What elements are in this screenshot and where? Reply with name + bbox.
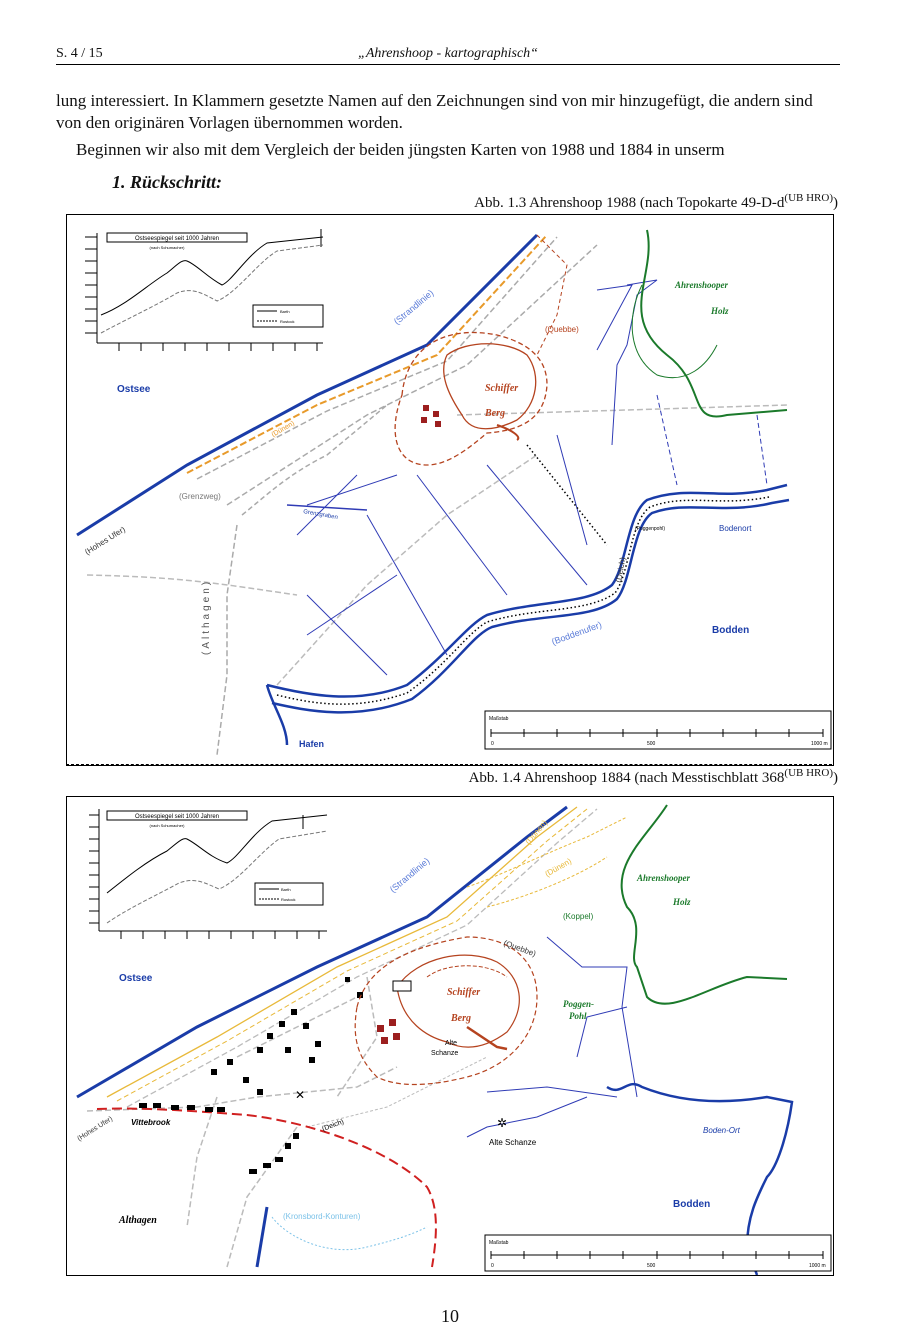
label-duenen-2: (Dünen) — [543, 856, 574, 879]
inset-legend-barth: Barth — [281, 887, 291, 892]
label-strandlinie: (Strandlinie) — [387, 855, 432, 895]
holz-boundary — [622, 805, 787, 1004]
label-alte-schanze-small-2: Schanze — [431, 1050, 459, 1057]
scale-1000: 1000 m — [809, 1263, 826, 1269]
inset-title: Ostseespiegel seit 1000 Jahren — [134, 814, 220, 820]
dune-line — [107, 807, 577, 1097]
scale-500: 500 — [647, 1263, 656, 1269]
map-1884 — [66, 796, 834, 1276]
label-pohl: Pohl — [569, 1011, 587, 1021]
label-boddenufer: (Boddenufer) — [550, 619, 604, 647]
label-koppel: (Koppel) — [563, 912, 594, 921]
page-number: 10 — [441, 1306, 459, 1326]
label-berg: Berg — [451, 1013, 471, 1024]
coastline — [77, 807, 567, 1097]
scale-bar — [485, 711, 831, 749]
label-poggen: Poggen- — [563, 999, 594, 1009]
map-1988 — [66, 214, 834, 766]
label-strandlinie: (Strandlinie) — [391, 287, 436, 327]
label-alte-schanze: Alte Schanze — [489, 1138, 537, 1147]
scale-0: 0 — [491, 741, 494, 747]
label-boden-ort: Boden-Ort — [703, 1126, 740, 1135]
inset-legend-barth: Barth — [280, 309, 290, 314]
label-berg: Berg — [485, 408, 505, 419]
holz-boundary — [641, 230, 787, 417]
figure1-caption: Abb. 1.3 Ahrenshoop 1988 (nach Topokarte $49-D-d^{(UB HRO)}$) — [474, 192, 838, 211]
inset-legend-rostock: Rostock — [280, 319, 295, 324]
paragraph-1: lung interessiert. In Klammern gesetzte Namen auf den Zeichnungen sind von mir hinzugefügt, die andern sind von den originären Vorlagen übernommen worden. — [56, 91, 813, 132]
label-bodden: Bodden — [673, 1199, 711, 1210]
map-1884-drawing — [67, 797, 833, 1275]
label-duenen: (Dünen) — [270, 420, 296, 439]
label-schiffer: Schiffer — [447, 987, 481, 998]
label-vittebrook: Vittebrook — [131, 1118, 171, 1127]
label-duenen-1: (Dünen) — [523, 818, 550, 847]
label-schiffer: Schiffer — [485, 383, 519, 394]
bodden-shore — [267, 485, 787, 697]
windmill-icon: ✕ — [295, 1088, 306, 1102]
scale-0: 0 — [491, 1263, 494, 1269]
inset-sea-level-chart — [89, 809, 327, 939]
alte-schanze-icon: ✲ — [497, 1116, 508, 1130]
label-bodenort: Bodenort — [719, 524, 752, 533]
label-kronsbord: (Kronsbord-Konturen) — [283, 1212, 361, 1221]
map-1988-drawing — [67, 215, 833, 765]
label-holz-2: Holz — [711, 306, 729, 316]
label-holz-2: Holz — [673, 897, 691, 907]
figure2-caption: Abb. 1.4 Ahrenshoop 1884 (nach Messtischblatt $368^{(UB HRO)}$) — [468, 767, 838, 786]
label-quebbe: (Quebbe) — [545, 325, 579, 334]
header-rule — [56, 64, 840, 65]
label-grenzweg: (Grenzweg) — [179, 492, 221, 501]
label-althagen: Althagen — [119, 1215, 157, 1226]
scale-bar — [485, 1235, 831, 1271]
label-hohes-ufer: (Hohes Ufer) — [83, 524, 127, 557]
label-hafen: Hafen — [299, 739, 325, 749]
inset-legend-rostock: Rostock — [281, 897, 296, 902]
document-title: „Ahrenshoop - kartographisch“ — [358, 46, 538, 61]
figure-separator — [66, 764, 832, 765]
label-ostsee: Ostsee — [119, 973, 153, 984]
dike-line — [277, 497, 769, 704]
paragraph-2: Beginnen wir also mit dem Vergleich der beiden jüngsten Karten von 1988 und 1884 in unserm — [76, 140, 725, 159]
label-alte-schanze-small-1: Alte — [445, 1040, 458, 1047]
label-deich: (Deich) — [614, 556, 628, 584]
running-header — [56, 46, 840, 64]
label-bodden: Bodden — [712, 625, 750, 636]
label-grenzgraben: Grenzgraben — [302, 509, 339, 522]
scale-1000: 1000 m — [811, 741, 828, 747]
inset-title: Ostseespiegel seit 1000 Jahren — [134, 236, 220, 242]
page-indicator: S. 4 / 15 — [56, 46, 103, 61]
scale-title: Maßstab — [489, 1240, 509, 1246]
label-althagen: (Althagen) — [201, 578, 212, 655]
label-holz-1: Ahrenshooper — [637, 873, 691, 883]
inset-subtitle: (nach Schumacher) — [149, 245, 185, 250]
label-ostsee: Ostsee — [117, 384, 151, 395]
inset-sea-level-chart — [85, 229, 323, 351]
label-quebbe: (Quebbe) — [502, 938, 538, 959]
label-hohes-ufer: (Hohes Ufer) — [76, 1115, 115, 1143]
label-holz-1: Ahrenshooper — [675, 280, 729, 290]
label-deich: (Deich) — [321, 1118, 345, 1133]
scale-500: 500 — [647, 741, 656, 747]
section-heading: 1. Rückschritt: — [112, 172, 223, 192]
scale-title: Maßstab — [489, 716, 509, 722]
inset-subtitle: (nach Schumacher) — [149, 823, 185, 828]
label-poggenpohl: (Poggenpohl) — [635, 526, 666, 532]
houses — [139, 977, 363, 1174]
red-border — [97, 1109, 436, 1267]
